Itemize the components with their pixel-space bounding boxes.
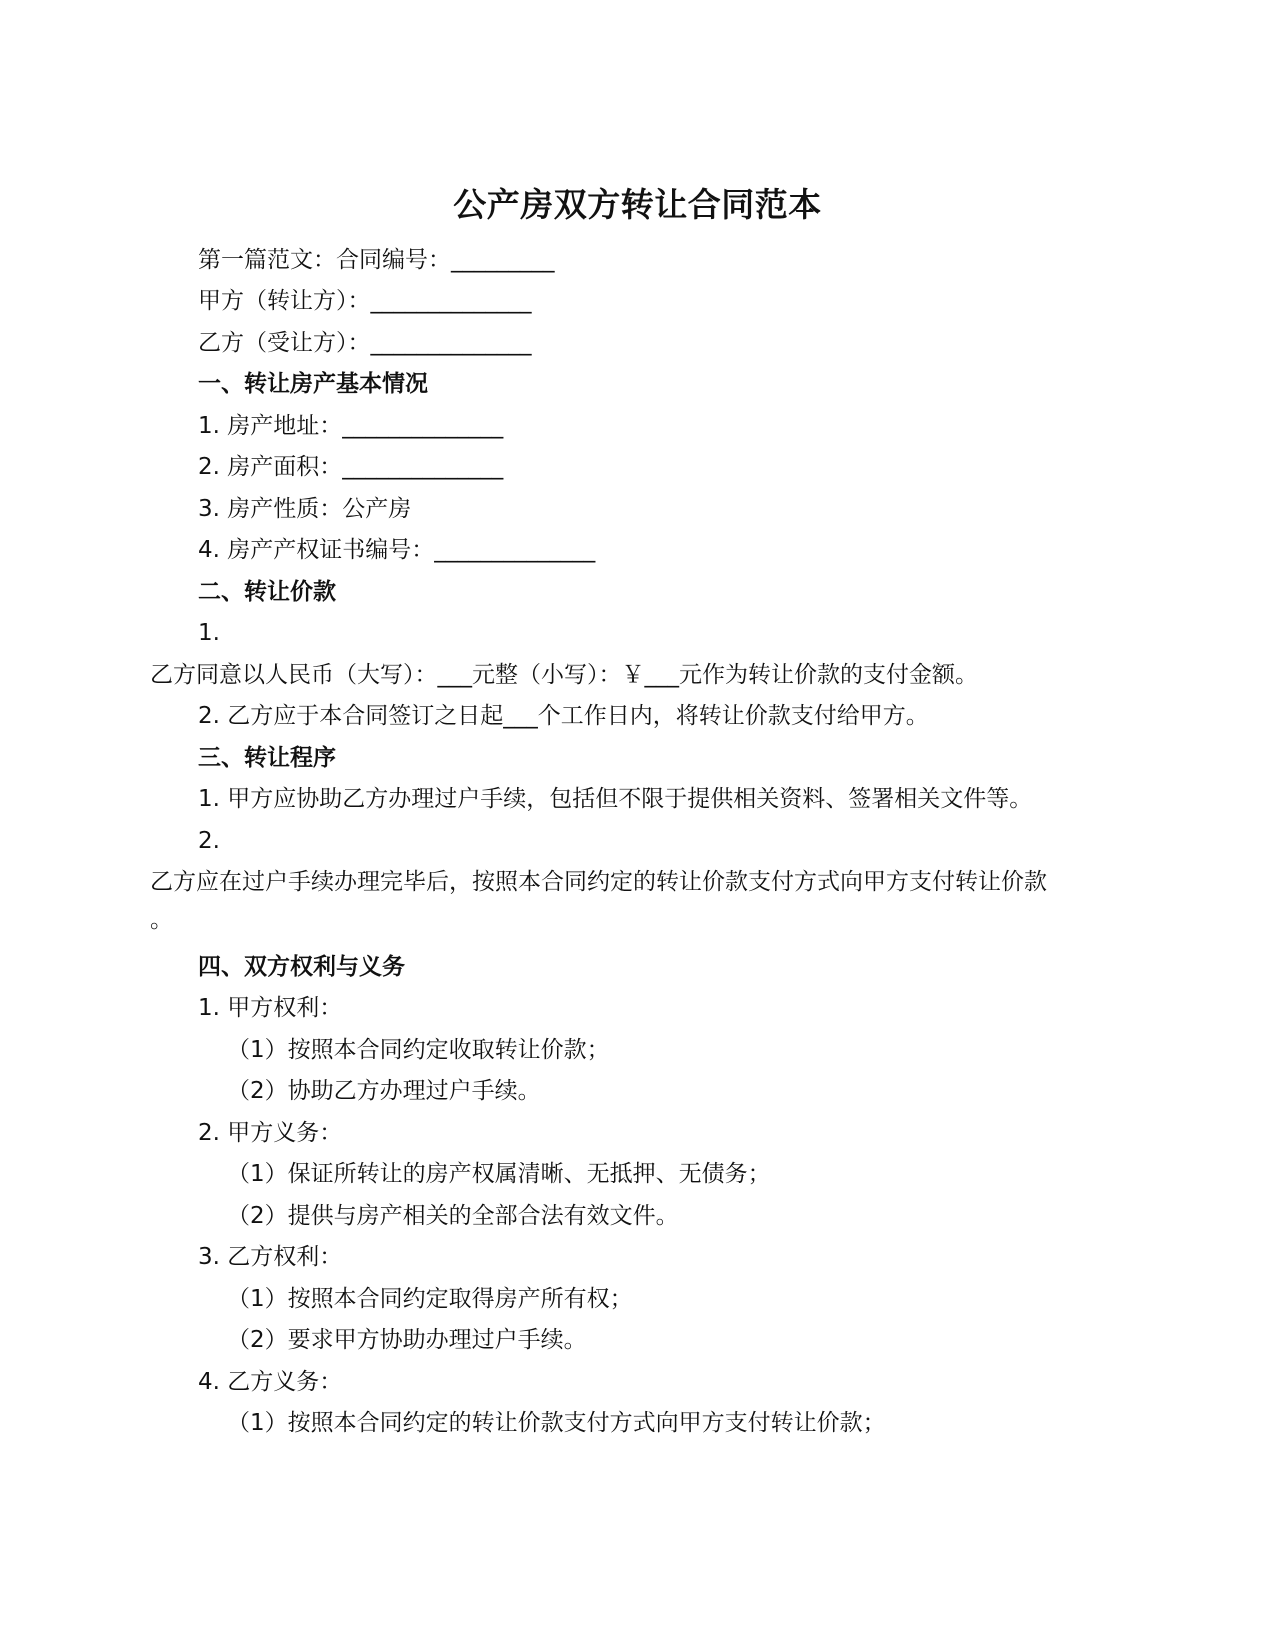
sub-clause-line: （1）按照本合同约定收取转让价款； <box>227 1037 610 1063</box>
sub-clause-line: （1）按照本合同约定的转让价款支付方式向甲方支付转让价款； <box>227 1410 886 1436</box>
clause-line: 2. 甲方义务： <box>198 1120 343 1146</box>
sub-clause-line: （1）保证所转让的房产权属清晰、无抵押、无债务； <box>227 1161 771 1187</box>
clause-line-end: 。 <box>150 907 173 933</box>
section-heading: 四、双方权利与义务 <box>198 954 405 980</box>
clause-line: 2. 乙方应于本合同签订之日起___个工作日内，将转让价款支付给甲方。 <box>198 703 929 729</box>
clause-line: 4. 房产产权证书编号：______________ <box>198 537 596 563</box>
clause-line: 1. 房产地址：______________ <box>198 413 504 439</box>
clause-line: 3. 房产性质：公产房 <box>198 496 412 522</box>
contract-number-line: 第一篇范文：合同编号：_________ <box>198 247 555 273</box>
party-b-line: 乙方（受让方）：______________ <box>198 330 532 356</box>
clause-number: 2. <box>198 828 220 854</box>
clause-line: 4. 乙方义务： <box>198 1369 343 1395</box>
clause-line: 2. 房产面积：______________ <box>198 454 504 480</box>
clause-line: 3. 乙方权利： <box>198 1244 343 1270</box>
sub-clause-line: （2）要求甲方协助办理过户手续。 <box>227 1327 587 1353</box>
section-heading: 三、转让程序 <box>198 745 336 771</box>
sub-clause-line: （2）协助乙方办理过户手续。 <box>227 1078 541 1104</box>
clause-line: 1. 甲方应协助乙方办理过户手续，包括但不限于提供相关资料、签署相关文件等。 <box>198 786 1033 812</box>
section-heading: 二、转让价款 <box>198 579 336 605</box>
clause-line: 乙方同意以人民币（大写）：___元整（小写）：￥___元作为转让价款的支付金额。 <box>150 662 978 688</box>
section-heading: 一、转让房产基本情况 <box>198 371 428 397</box>
clause-number: 1. <box>198 620 220 646</box>
document-title: 公产房双方转让合同范本 <box>453 185 822 224</box>
party-a-line: 甲方（转让方）：______________ <box>198 288 532 314</box>
clause-line: 乙方应在过户手续办理完毕后，按照本合同约定的转让价款支付方式向甲方支付转让价款 <box>150 869 1047 895</box>
clause-line: 1. 甲方权利： <box>198 995 343 1021</box>
sub-clause-line: （2）提供与房产相关的全部合法有效文件。 <box>227 1203 679 1229</box>
sub-clause-line: （1）按照本合同约定取得房产所有权； <box>227 1286 633 1312</box>
